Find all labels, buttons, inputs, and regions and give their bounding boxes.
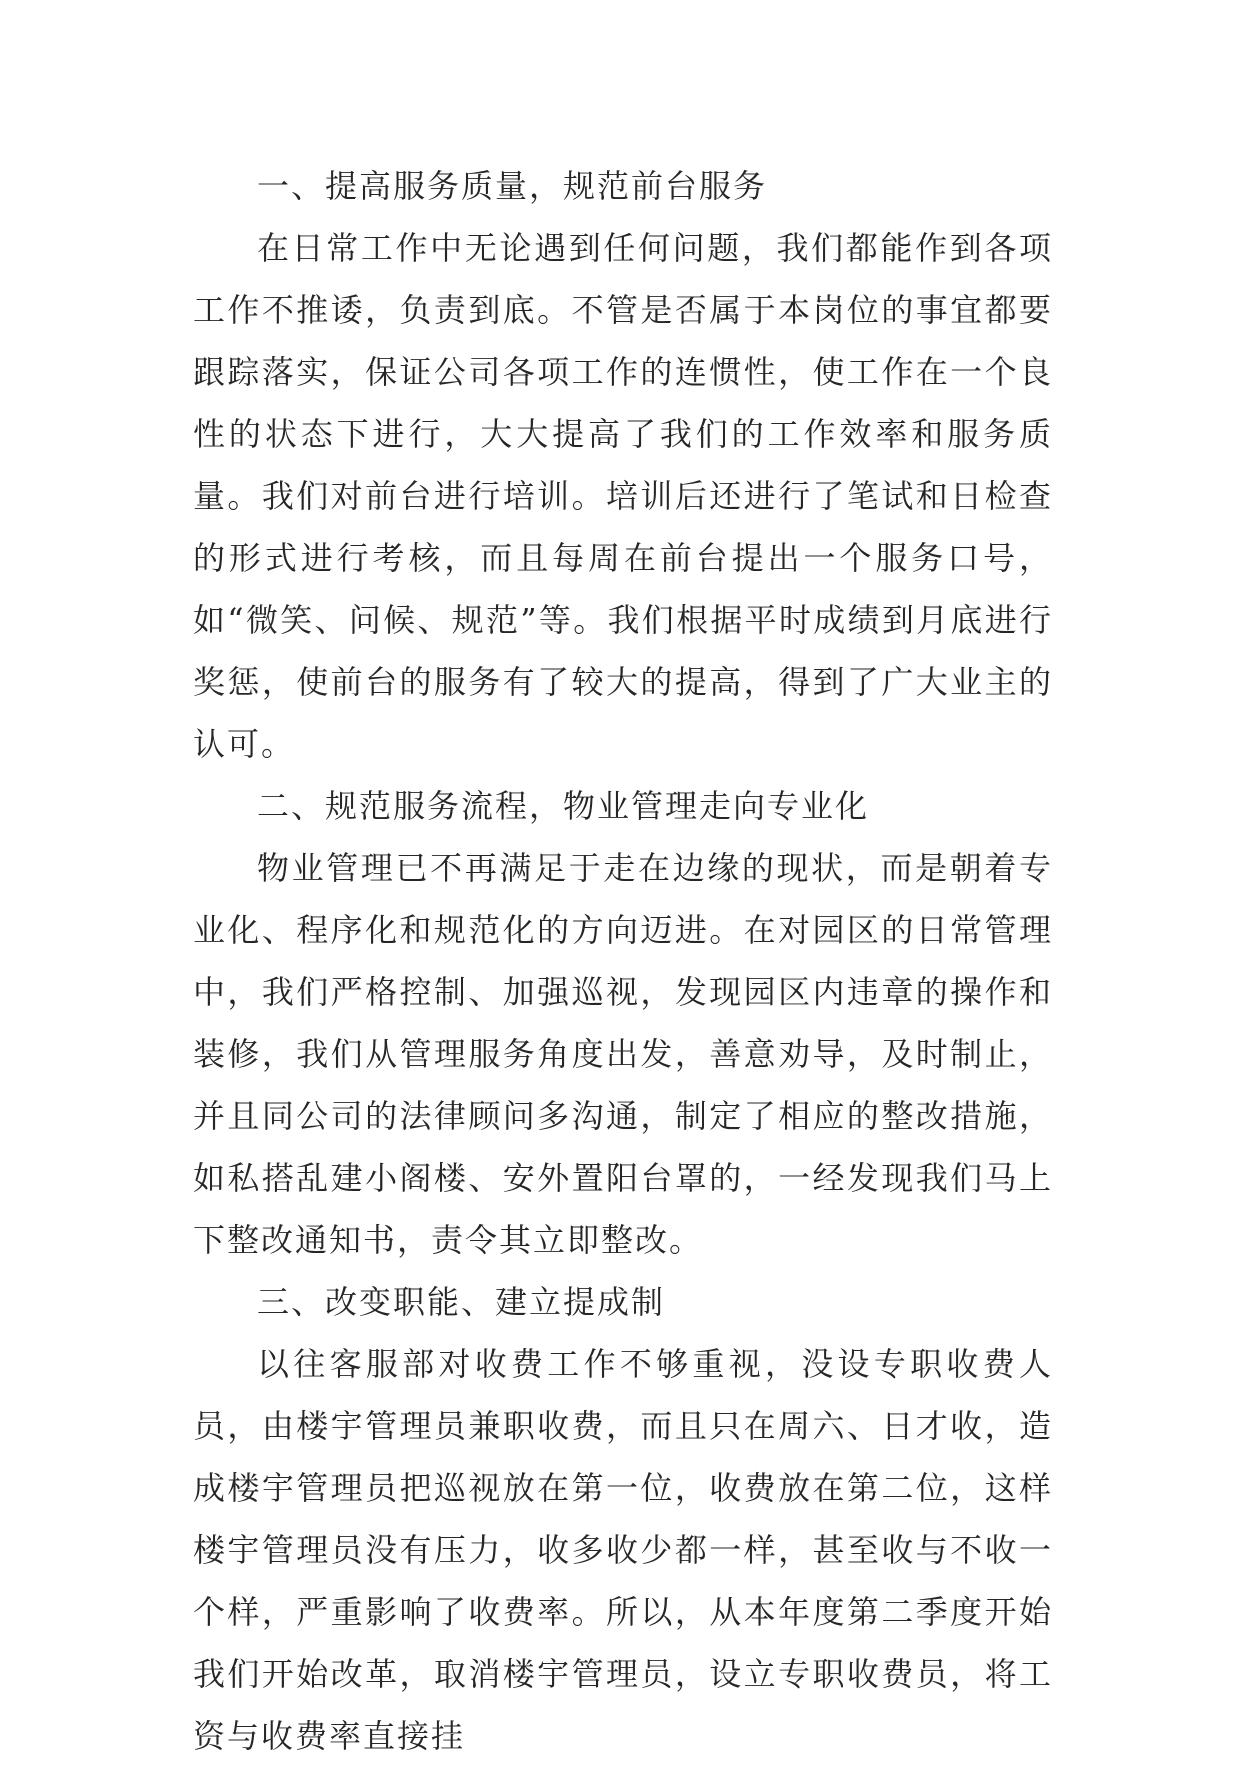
section-heading-3: 三、改变职能、建立提成制 (257, 1283, 666, 1321)
section-paragraph-1: 在日常工作中无论遇到任何问题，我们都能作到各项工作不推诿，负责到底。不管是否属于本岗位的事宜都要跟踪落实，保证公司各项工作的连惯性，使工作在一个良性的状态下进行，大大提高了我们的工作效率和服务质量。我们对前台进行培训。培训后还进行了笔试和日检查的形式进行考核，而且每周在前台提出一个服务口号，如“微笑、问候、规范”等。我们根据平时成绩到月底进行奖惩，使前台的服务有了较大的提高，得到了广大业主的认可。 (193, 229, 1053, 763)
section-paragraph-2: 物业管理已不再满足于走在边缘的现状，而是朝着专业化、程序化和规范化的方向迈进。在对园区的日常管理中，我们严格控制、加强巡视，发现园区内违章的操作和装修，我们从管理服务角度出发，善意劝导，及时制止，并且同公司的法律顾问多沟通，制定了相应的整改措施，如私搭乱建小阁楼、安外置阳台罩的，一经发现我们马上下整改通知书，责令其立即整改。 (193, 849, 1053, 1259)
document-body (193, 155, 1053, 1767)
section-heading-1: 一、提高服务质量，规范前台服务 (257, 167, 768, 205)
section-heading-2: 二、规范服务流程，物业管理走向专业化 (257, 787, 870, 825)
section-paragraph-3: 以往客服部对收费工作不够重视，没设专职收费人员，由楼宇管理员兼职收费，而且只在周六、日才收，造成楼宇管理员把巡视放在第一位，收费放在第二位，这样楼宇管理员没有压力，收多收少都一样，甚至收与不收一个样，严重影响了收费率。所以，从本年度第二季度开始我们开始改革，取消楼宇管理员，设立专职收费员，将工资与收费率直接挂 (193, 1345, 1053, 1755)
